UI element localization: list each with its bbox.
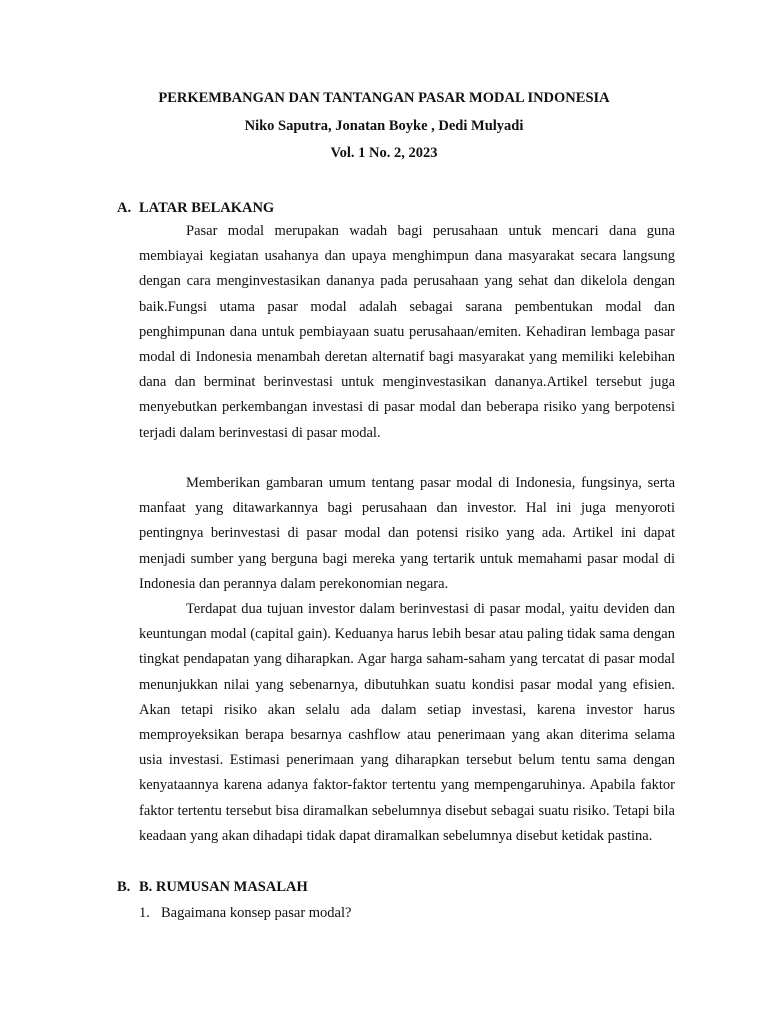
section-a-letter: A. — [117, 200, 132, 216]
section-a-heading — [117, 198, 274, 218]
document-volume: Vol. 1 No. 2, 2023 — [330, 145, 438, 161]
section-b-letter: B. — [117, 879, 131, 895]
section-a-paragraph-2: Memberikan gambaran umum tentang pasar modal di Indonesia, fungsinya, serta manfaat yang ditawarkannya bagi perusahaan dan investor. Hal ini juga menyoroti pentingnya berinvestasi di pasar modal dan potensi risiko yang ada. Artikel ini dapat menjadi sumber yang berguna bagi mereka yang tertarik untuk memahami pasar modal di Indonesia dan perannya dalam perekonomian negara. — [139, 475, 675, 592]
section-b-title: B. RUMUSAN MASALAH — [139, 879, 308, 895]
list-item-text: Bagaimana konsep pasar modal? — [161, 905, 352, 921]
section-a-title: LATAR BELAKANG — [139, 200, 275, 216]
document-title: PERKEMBANGAN DAN TANTANGAN PASAR MODAL INDONESIA — [158, 90, 610, 106]
document-authors: Niko Saputra, Jonatan Boyke , Dedi Mulyadi — [244, 118, 524, 134]
section-b-heading — [117, 877, 308, 897]
list-item — [139, 903, 351, 923]
section-a-paragraph-3: Terdapat dua tujuan investor dalam berinvestasi di pasar modal, yaitu deviden dan keuntungan modal (capital gain). Keduanya harus lebih besar atau paling tidak sama dengan tingkat pendapatan yang diharapkan. Agar harga saham-saham yang tercatat di pasar modal menunjukkan nilai yang sebenarnya, dibutuhkan suatu kondisi pasar modal yang efisien. Akan tetapi risiko akan selalu ada dalam setiap investasi, karena investor harus memproyeksikan berapa besarnya cashflow atau penerimaan yang akan diterima selama usia investasi. Estimasi penerimaan yang diharapkan tersebut belum tentu sama dengan kenyataannya karena adanya faktor-faktor tertentu yang mempengaruhinya. Apabila faktor faktor tertentu tersebut bisa diramalkan sebelumnya disebut sebagai suatu risiko. Tetapi bila keadaan yang akan dihadapi tidak dapat diramalkan sebelumnya disebut ketidak pastina. — [139, 601, 675, 844]
list-item-number: 1. — [139, 905, 150, 921]
section-a-paragraph-1: Pasar modal merupakan wadah bagi perusahaan untuk mencari dana guna membiayai kegiatan usahanya dan upaya menghimpun dana masyarakat secara langsung dengan cara menginvestasikan dananya pada perusahaan yang sehat dan dikelola dengan baik.Fungsi utama pasar modal adalah sebagai sarana pembentukan modal dan penghimpunan dana untuk pembiayaan suatu perusahaan/emiten. Kehadiran lembaga pasar modal di Indonesia menambah deretan alternatif bagi masyarakat yang memiliki kelebihan dana dan berminat berinvestasi untuk menginvestasikan dananya.Artikel tersebut juga menyebutkan perkembangan investasi di pasar modal dan beberapa risiko yang berpotensi terjadi dalam berinvestasi di pasar modal. — [139, 223, 675, 441]
